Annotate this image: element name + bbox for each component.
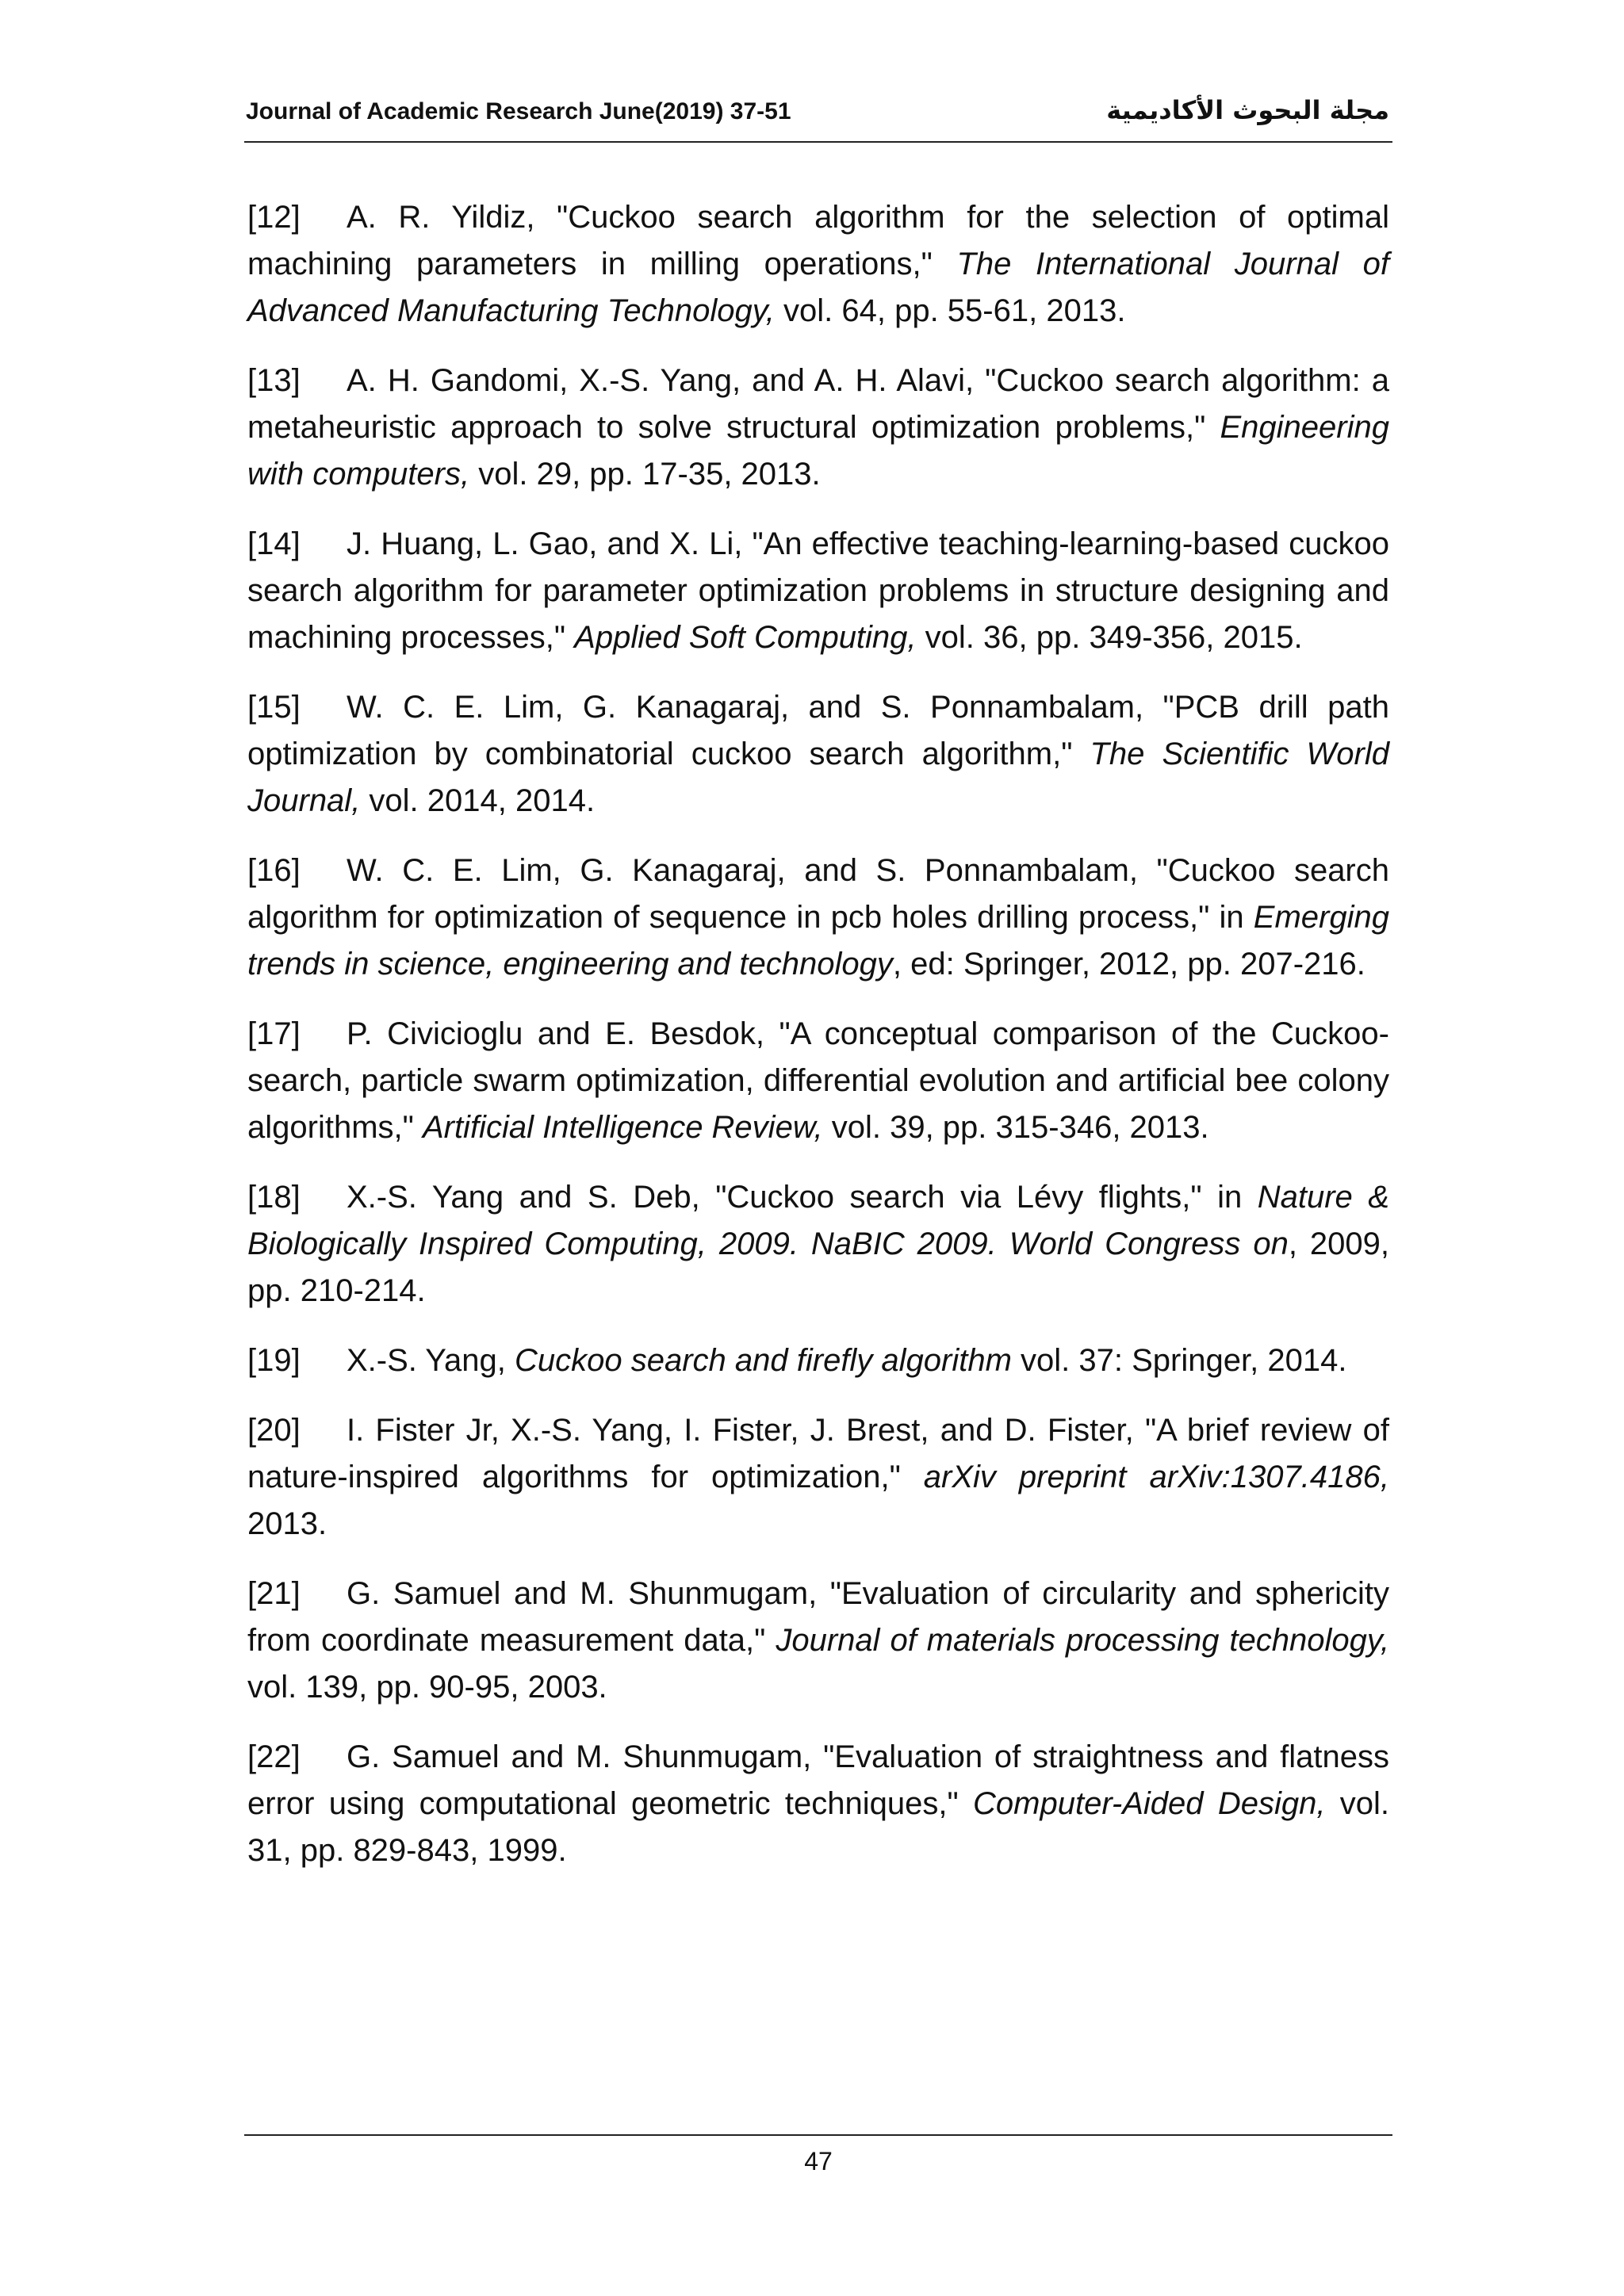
reference-text: X.-S. Yang, [347,1343,515,1378]
reference-source: Engineering with computers, [247,410,1389,492]
reference-source: Computer-Aided Design, [973,1786,1326,1821]
reference-number: [17] [247,1016,301,1051]
reference-number: [18] [247,1180,301,1215]
reference-source: arXiv preprint arXiv:1307.4186, [923,1460,1389,1494]
page-header [244,94,1392,143]
reference-item [247,1734,1389,1874]
reference-number: [16] [247,853,301,888]
reference-details: vol. 29, pp. 17-35, 2013. [469,457,821,492]
reference-text: W. C. E. Lim, G. Kanagaraj, and S. Ponnambalam, "PCB drill path optimization by combinatorial cuckoo search algorithm," [247,690,1389,771]
reference-source: Cuckoo search and firefly algorithm [514,1343,1012,1378]
reference-item [247,848,1389,988]
reference-details: vol. 39, pp. 315-346, 2013. [822,1110,1209,1145]
reference-text: I. Fister Jr, X.-S. Yang, I. Fister, J. Brest, and D. Fister, "A brief review of nature-inspired algorithms for optimization," [247,1413,1389,1494]
reference-item [247,1337,1389,1384]
reference-number: [15] [247,690,301,725]
reference-source: Applied Soft Computing, [574,620,917,655]
page-footer [244,2134,1392,2176]
page-number: 47 [804,2147,833,2175]
reference-text: G. Samuel and M. Shunmugam, "Evaluation of circularity and sphericity from coordinate measurement data," [247,1576,1389,1658]
reference-source: The Scientific World Journal, [247,737,1389,818]
reference-item [247,1011,1389,1151]
reference-item [247,1571,1389,1711]
reference-details: , ed: Springer, 2012, pp. 207-216. [892,947,1365,982]
reference-text: A. H. Gandomi, X.-S. Yang, and A. H. Alavi, "Cuckoo search algorithm: a metaheuristic approach to solve structural optimization problems," [247,363,1389,445]
reference-text: A. R. Yildiz, "Cuckoo search algorithm for the selection of optimal machining parameters in milling operations," [247,200,1389,281]
reference-number: [22] [247,1739,301,1774]
reference-details: vol. 31, pp. 829-843, 1999. [247,1786,1390,1868]
reference-details: 2013. [247,1506,327,1541]
reference-text: X.-S. Yang and S. Deb, "Cuckoo search via Lévy flights," in [347,1180,1258,1215]
reference-list [247,194,1389,1897]
reference-item [247,684,1389,825]
reference-text: P. Civicioglu and E. Besdok, "A conceptual comparison of the Cuckoo-search, particle swarm optimization, differential evolution and artificial bee colony algorithms," [247,1016,1389,1145]
reference-details: vol. 139, pp. 90-95, 2003. [247,1670,607,1705]
reference-text: G. Samuel and M. Shunmugam, "Evaluation of straightness and flatness error using computational geometric techniques," [247,1739,1389,1821]
reference-item [247,1407,1389,1548]
journal-title-arabic: مجلة البحوث الأكاديمية [1106,95,1389,125]
reference-number: [13] [247,363,301,398]
reference-details: vol. 64, pp. 55-61, 2013. [774,293,1126,328]
reference-source: Nature & Biologically Inspired Computing, 2009. NaBIC 2009. World Congress on [247,1180,1389,1261]
reference-details: vol. 37: Springer, 2014. [1011,1343,1347,1378]
reference-source: The International Journal of Advanced Manufacturing Technology, [247,247,1389,328]
reference-source: Emerging trends in science, engineering and technology [247,900,1389,982]
journal-title: Journal of Academic Research June(2019) 37-51 [246,98,791,124]
reference-text: J. Huang, L. Gao, and X. Li, "An effective teaching-learning-based cuckoo search algorithm for parameter optimization problems in structure designing and machining processes," [247,526,1389,655]
reference-number: [12] [247,200,301,235]
reference-details: vol. 2014, 2014. [360,783,596,818]
reference-details: vol. 36, pp. 349-356, 2015. [916,620,1303,655]
reference-item [247,358,1389,498]
reference-number: [19] [247,1343,301,1378]
reference-number: [14] [247,526,301,561]
reference-number: [21] [247,1576,301,1611]
reference-text: W. C. E. Lim, G. Kanagaraj, and S. Ponnambalam, "Cuckoo search algorithm for optimization of sequence in pcb holes drilling process," in [247,853,1389,935]
reference-source: Artificial Intelligence Review, [422,1110,823,1145]
reference-details: , 2009, pp. 210-214. [247,1226,1389,1308]
reference-item [247,194,1389,335]
reference-item [247,1174,1389,1314]
reference-item [247,521,1389,661]
reference-source: Journal of materials processing technology, [776,1623,1390,1658]
reference-number: [20] [247,1413,301,1448]
